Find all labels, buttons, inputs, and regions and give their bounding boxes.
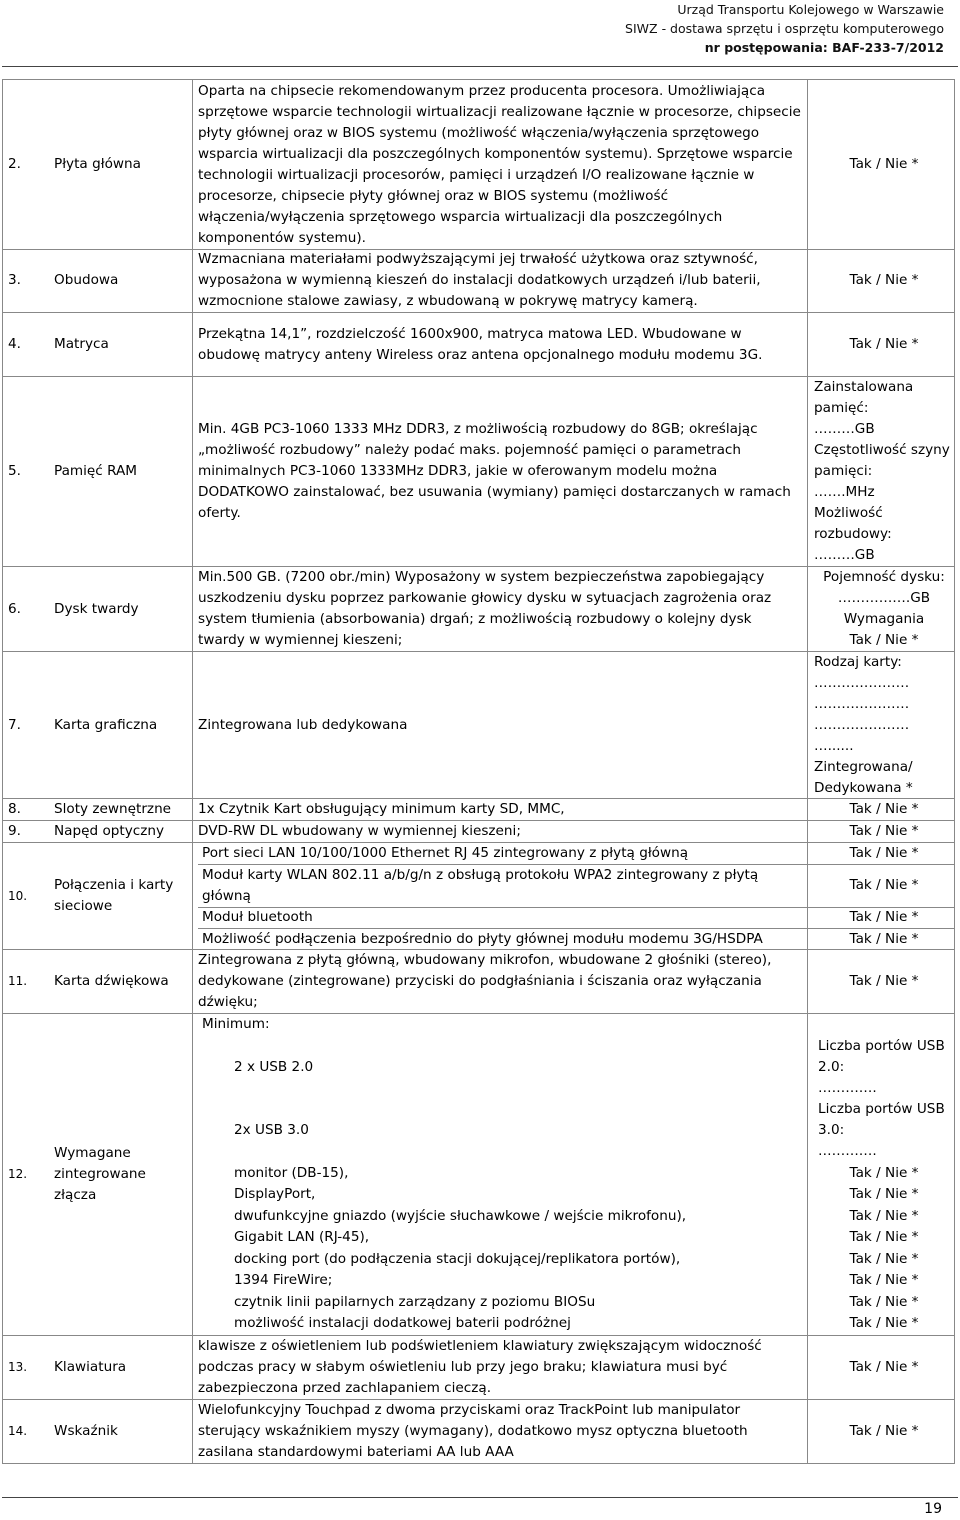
row-value: Zainstalowana pamięć: ………GB Częstotliwość szyny pamięci: …….MHz Możliwość rozbudowy: ………GB [814, 379, 950, 563]
row-description: Min.500 GB. (7200 obr./min) Wyposażony w system bezpieczeństwa zapobiegający uszkodzeniu dysku poprzez parkowanie głowicy dysku w sytuacjach zagrożenia oraz system tłumienia (absorbowania) drgań; z możliwością rozbudowy o kolejny dysk twardy w wymiennej kieszeni; [198, 569, 772, 648]
subrow-minimum [198, 1014, 954, 1035]
row-value: Tak / Nie * [849, 801, 919, 817]
subrow-value: Tak / Nie * [849, 1165, 919, 1181]
subrow-value: Liczba portów USB 2.0: …………. [818, 1038, 945, 1096]
row-value: Rodzaj karty: ………………… ………………… ………………… …...... Zintegrowana/ Dedykowana * [814, 653, 913, 796]
subrow-text: Możliwość podłączenia bezpośrednio do płyty głównej modułu modemu 3G/HSDPA [202, 931, 763, 947]
subrow-travel-battery [198, 1313, 954, 1334]
subrow-usb2 [198, 1036, 954, 1099]
subrow-value: Tak / Nie * [849, 931, 919, 947]
subrow-text: docking port (do podłączenia stacji dokującej/replikatora portów), [234, 1251, 681, 1267]
subrow-bluetooth [198, 907, 954, 929]
subrow-value: Tak / Nie * [849, 1208, 919, 1224]
subrow-gigabit-lan [198, 1227, 954, 1248]
row-name: Wymagane zintegrowane złącza [54, 1145, 146, 1203]
subrow-value: Tak / Nie * [849, 1229, 919, 1245]
spec-row-ram [2, 377, 954, 567]
subrow-audio-jack [198, 1206, 954, 1227]
spec-row-case [2, 249, 954, 313]
page-header [625, 0, 944, 57]
row-description: 1x Czytnik Kart obsługujący minimum karty SD, MMC, [198, 801, 565, 817]
subrow-usb3 [198, 1099, 954, 1162]
spec-row-motherboard [2, 79, 954, 250]
row-description: DVD-RW DL wbudowany w wymiennej kieszeni; [198, 823, 521, 839]
row-value: Tak / Nie * [849, 823, 919, 839]
row-name: Matryca [54, 336, 109, 352]
row-number: 2. [8, 156, 21, 172]
spec-row-slots [2, 799, 954, 821]
spec-row-audio [2, 950, 954, 1014]
row-number: 7. [8, 716, 21, 733]
row-value: Tak / Nie * [849, 1359, 919, 1375]
row-description: klawisze z oświetleniem lub podświetleniem klawiatury zwiększającym widoczność podczas pracy w słabym oświetleniu lub przy jego braku; klawiatura musi być zabezpieczona przed zachlapaniem cieczą. [198, 1338, 762, 1396]
subrow-text: 1394 FireWire; [234, 1272, 333, 1288]
subrow-text: Gigabit LAN (RJ-45), [234, 1229, 370, 1245]
row-number: 12. [8, 1167, 28, 1181]
spec-row-optical [2, 821, 954, 843]
row-name: Płyta główna [54, 156, 141, 172]
subrow-value: Tak / Nie * [849, 845, 919, 861]
row-name: Napęd optyczny [54, 823, 165, 839]
row-value: Tak / Nie * [849, 272, 919, 288]
row-number: 8. [8, 801, 21, 817]
subrow-value: Liczba portów USB 3.0: …………. [818, 1101, 945, 1159]
subrow-wlan [198, 865, 954, 908]
spec-row-pointer [2, 1400, 954, 1464]
row-description: Wzmacniana materiałami podwyższającymi jej trwałość użytkowa oraz sztywność, wyposażona w wymienną kieszeń do instalacji dodatkowych urządzeń i/lub baterii, wzmocnione stalowe zawiasy, z wbudowaną w pokrywę matrycy kamerą. [198, 251, 761, 309]
subrow-docking-port [198, 1249, 954, 1270]
table-border-right [954, 79, 955, 1464]
subrow-value: Tak / Nie * [849, 1315, 919, 1331]
row-description: Wielofunkcyjny Touchpad z dwoma przyciskami oraz TrackPoint lub manipulator sterujący wskaźnikiem myszy (wymagany), dodatkowo mysz optyczna bluetooth zasilana standardowymi bateriami AA lub AAA [198, 1402, 748, 1460]
subrow-value: Tak / Nie * [849, 1186, 919, 1202]
subrow-firewire [198, 1270, 954, 1291]
row-number: 4. [8, 336, 21, 352]
subrow-value: Tak / Nie * [849, 909, 919, 925]
row-name: Sloty zewnętrzne [54, 801, 172, 817]
subrow-text: możliwość instalacji dodatkowej baterii podróżnej [234, 1315, 571, 1331]
row-name: Dysk twardy [54, 600, 139, 617]
row-name: Karta graficzna [54, 716, 158, 733]
row-value: Tak / Nie * [849, 1423, 919, 1439]
subrow-text: Moduł bluetooth [202, 909, 313, 925]
row-number: 14. [8, 1424, 28, 1438]
spec-row-keyboard [2, 1336, 954, 1400]
header-case-number: nr postępowania: BAF-233-7/2012 [704, 40, 944, 55]
row-name: Wskaźnik [54, 1423, 118, 1439]
subrow-value: Tak / Nie * [849, 1251, 919, 1267]
row-value: Tak / Nie * [849, 156, 919, 172]
subrow-text: czytnik linii papilarnych zarządzany z poziomu BIOSu [234, 1294, 596, 1310]
subrow-displayport [198, 1184, 954, 1205]
subrow-text: monitor (DB-15), [234, 1165, 349, 1181]
header-institution: Urząd Transportu Kolejowego w Warszawie [677, 2, 944, 17]
subrow-text: Moduł karty WLAN 802.11 a/b/g/n z obsługą protokołu WPA2 zintegrowany z płytą główną [202, 867, 759, 904]
row-number: 9. [8, 823, 21, 839]
row-name: Obudowa [54, 272, 119, 288]
subrow-text: dwufunkcyjne gniazdo (wyjście słuchawkowe / wejście mikrofonu), [234, 1208, 687, 1224]
header-title: SIWZ - dostawa sprzętu i osprzętu komputerowego [625, 21, 944, 36]
row-value: Tak / Nie * [849, 973, 919, 989]
header-rule [2, 66, 958, 67]
row-value: Pojemność dysku: …………….GB Wymagania Tak / Nie * [823, 569, 945, 648]
spec-row-network [2, 843, 954, 950]
spec-row-display [2, 313, 954, 377]
row-description: Przekątna 14,1”, rozdzielczość 1600x900, matryca matowa LED. Wbudowane w obudowę matrycy anteny Wireless oraz antena opcjonalnego modułu modemu 3G. [198, 325, 763, 363]
subrow-text: 2x USB 3.0 [234, 1122, 309, 1138]
subrow-text: Port sieci LAN 10/100/1000 Ethernet RJ 45 zintegrowany z płytą główną [202, 845, 689, 861]
subrow-value: Tak / Nie * [849, 1294, 919, 1310]
row-number: 3. [8, 272, 21, 288]
row-number: 5. [8, 463, 21, 479]
row-number: 6. [8, 600, 21, 617]
subrow-lan [198, 843, 954, 865]
footer-rule [2, 1497, 958, 1498]
subrow-modem [198, 929, 954, 950]
subrow-text: 2 x USB 2.0 [234, 1059, 314, 1075]
subrow-text: Minimum: [202, 1016, 270, 1032]
spec-row-ports [2, 1014, 954, 1336]
row-name: Połączenia i karty sieciowe [54, 877, 174, 914]
subrow-value: Tak / Nie * [849, 1272, 919, 1288]
row-number: 10. [8, 888, 28, 903]
row-description: Min. 4GB PC3-1060 1333 MHz DDR3, z możliwością rozbudowy do 8GB; określając „możliwość rozbudowy” należy podać maks. pojemność pamięci o parametrach minimalnych PC3-1060 1333MHz DDR3, jakie w oferowanym modelu można DODATKOWO zainstalować, bez usuwania (wymiany) pamięci dostarczanych w ramach oferty. [198, 421, 791, 521]
row-description: Oparta na chipsecie rekomendowanym przez producenta procesora. Umożliwiająca sprzętowe wsparcie technologii wirtualizacji realizowane łącznie w procesorze, chipsecie płyty głównej oraz w BIOS systemu (możliwość włączenia/wyłączenia sprzętowego wsparcia wirtualizacji dla poszczególnych komponentów systemu). Sprzętowe wsparcie technologii wirtualizacji procesorów, pamięci i urządzeń I/O realizowane łącznie w procesorze, chipsecie płyty głównej oraz w BIOS systemu (możliwość włączenia/wyłączenia sprzętowego wsparcia wirtualizacji dla poszczególnych komponentów systemu). [198, 82, 801, 246]
subrow-value: Tak / Nie * [849, 877, 919, 893]
row-name: Klawiatura [54, 1359, 127, 1375]
row-number: 11. [8, 974, 28, 988]
subrow-text: DisplayPort, [234, 1186, 316, 1202]
row-name: Karta dźwiękowa [54, 973, 169, 989]
subrow-fingerprint [198, 1292, 954, 1313]
spec-row-graphics [2, 652, 954, 799]
spec-row-hdd [2, 567, 954, 652]
row-description: Zintegrowana lub dedykowana [198, 716, 408, 733]
row-description: Zintegrowana z płytą główną, wbudowany mikrofon, wbudowane 2 głośniki (stereo), dedykowane (zintegrowane) przyciski do podgłaśniania i ściszania oraz wyłączania dźwięku; [198, 952, 772, 1010]
row-number: 13. [8, 1360, 28, 1374]
row-value: Tak / Nie * [849, 336, 919, 352]
row-name: Pamięć RAM [54, 463, 138, 479]
page-number: 19 [924, 1501, 942, 1517]
subrow-monitor [198, 1163, 954, 1184]
